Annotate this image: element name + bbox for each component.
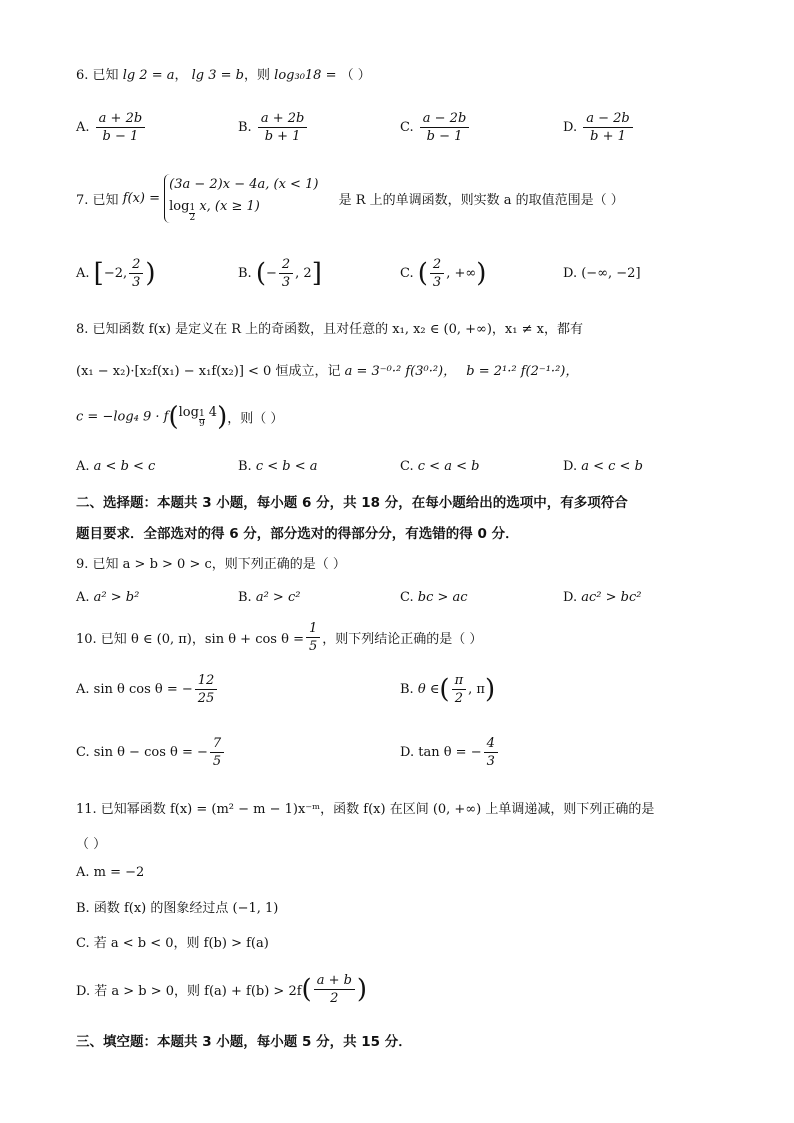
q8-line2a: (x₁ − x₂)·[x₂f(x₁) − x₁f(x₂)] < 0 恒成立，记 <box>76 364 341 379</box>
q7-suffix: 是 R 上的单调函数，则实数 a 的取值范围是（ ） <box>338 193 624 208</box>
q6-cond1: lg 2 = a <box>122 68 175 83</box>
option-letter: A. <box>76 459 90 474</box>
fraction <box>484 735 498 770</box>
q8-log <box>178 405 218 429</box>
q11-option-d-text: D. 若 a > b > 0，则 f(a) + f(b) > 2f <box>76 984 302 999</box>
q6-option-d <box>563 110 635 145</box>
log-base-num: 1 <box>189 203 196 213</box>
numerator: a + 2b <box>258 110 308 128</box>
fraction <box>452 672 467 707</box>
q8-option-d <box>563 459 643 474</box>
paren-open: ( <box>168 402 179 432</box>
q6-option-a <box>76 110 147 145</box>
numerator: 4 <box>484 735 498 753</box>
q10-option-a <box>76 672 219 707</box>
q7-case2 <box>169 196 318 223</box>
fraction <box>210 735 224 770</box>
q7-piecewise <box>164 174 318 223</box>
interval-left: −2, <box>103 266 128 281</box>
q8-option-a <box>76 459 155 474</box>
q6-stem <box>76 64 371 83</box>
numerator: a + 2b <box>96 110 146 128</box>
denominator: b − 1 <box>102 129 139 144</box>
interval-right: , 2 <box>295 266 312 281</box>
q6-blank: （ ） <box>340 68 371 83</box>
numerator: 2 <box>279 256 293 274</box>
denominator: b + 1 <box>590 129 626 144</box>
section2-heading-line1: 二、选择题：本题共 3 小题，每小题 6 分，共 18 分，在每小题给出的选项中，有多项符合 <box>76 495 628 511</box>
q6-option-b <box>238 110 309 145</box>
fraction <box>279 256 293 291</box>
q7-prefix: 7. 已知 <box>76 193 119 208</box>
log-base-num: 1 <box>198 409 205 419</box>
q9-option-d <box>563 590 641 605</box>
fraction <box>96 110 146 145</box>
log-base-den: 2 <box>189 213 196 223</box>
q6-prefix: 6. 已知 <box>76 68 119 83</box>
q7-option-d <box>563 266 641 281</box>
q8-b-def: b = 2¹·² f(2⁻¹·²)， <box>466 364 579 379</box>
option-text: bc > ac <box>417 590 468 605</box>
numerator: a + b <box>314 972 355 990</box>
q10-stem <box>76 620 482 655</box>
q8-blank: ，则（ ） <box>227 411 284 427</box>
q6-then: ，则 <box>244 68 271 83</box>
q10-option-d <box>400 735 500 770</box>
log-arg: 4 <box>204 405 218 420</box>
q7-option-c <box>400 256 486 291</box>
option-text: c < a < b <box>417 459 480 474</box>
denominator: b − 1 <box>426 129 463 144</box>
q8-a-def: a = 3⁻⁰·² f(3⁰·²)， <box>344 364 457 379</box>
option-text: a < c < b <box>581 459 643 474</box>
numerator: 2 <box>430 256 444 274</box>
interval-left: − <box>265 266 277 281</box>
numerator: π <box>452 672 467 690</box>
fraction <box>583 110 633 145</box>
bracket: [ <box>93 258 104 289</box>
section3-heading: 三、填空题：本题共 3 小题，每小题 5 分，共 15 分． <box>76 1034 412 1050</box>
option-letter: A. <box>76 266 90 281</box>
denominator: 25 <box>197 691 215 706</box>
q7-case1: (3a − 2)x − 4a, (x < 1) <box>169 177 319 192</box>
option-letter: B. <box>238 590 252 605</box>
q10-stem-a: 10. 已知 θ ∈ (0, π)，sin θ + cos θ = <box>76 632 304 647</box>
q8-option-c <box>400 459 479 474</box>
log-label: log <box>178 405 199 420</box>
denominator: 3 <box>432 275 442 290</box>
q7-option-b <box>238 256 322 291</box>
q11-stem: 11. 已知幂函数 f(x) = (m² − m − 1)x⁻ᵐ，函数 f(x) 在区间 (0, +∞) 上单调递减，则下列正确的是 <box>76 802 655 817</box>
q11-blank: （ ） <box>76 837 107 852</box>
denominator: 5 <box>212 754 222 769</box>
bracket: ) <box>145 258 156 289</box>
denominator: 3 <box>132 275 141 290</box>
option-text: a² > b² <box>93 590 140 605</box>
option-text: a < b < c <box>93 459 156 474</box>
option-letter: C. <box>400 590 414 605</box>
option-letter: A. <box>76 590 90 605</box>
log-base-den: 9 <box>198 419 205 429</box>
q10-stem-b: ，则下列结论正确的是（ ） <box>322 632 483 647</box>
q7-case2-rest: x, (x ≥ 1) <box>195 199 260 214</box>
q11-option-d: D. 若 a > b > 0，则 f(a) + f(b) > 2f( $\frac{a + b}{2}$ ) <box>76 973 368 1006</box>
q6-sep: ， <box>174 68 188 83</box>
q11-option-a: A. m = −2 <box>76 865 145 880</box>
q7-stem <box>76 174 624 223</box>
option-left: tan θ = − <box>418 745 482 760</box>
option-left: sin θ cos θ = − <box>93 682 193 697</box>
option-text: a² > c² <box>255 590 301 605</box>
q8-line3 <box>76 402 283 432</box>
q9-stem: 9. 已知 a > b > 0 > c，则下列正确的是（ ） <box>76 557 346 572</box>
q7-fx: f(x) = <box>122 191 160 206</box>
bracket: ( <box>417 258 428 289</box>
log-label: log <box>169 199 190 214</box>
q6-option-c <box>400 110 471 145</box>
denominator: b + 1 <box>264 129 301 144</box>
bracket: ( <box>255 258 266 289</box>
q8-line2 <box>76 360 578 379</box>
option-letter: A. <box>76 682 90 697</box>
option-text: (−∞, −2] <box>581 266 641 281</box>
numerator: 7 <box>210 735 224 753</box>
option-left: θ ∈ <box>417 682 440 697</box>
denominator: 3 <box>486 754 495 769</box>
option-letter: D. <box>563 120 578 135</box>
numerator: 12 <box>195 672 218 690</box>
q7-option-a <box>76 256 156 291</box>
q11-option-c: C. 若 a < b < 0，则 f(b) > f(a) <box>76 936 269 951</box>
option-text: c < b < a <box>255 459 318 474</box>
denominator: 3 <box>281 275 291 290</box>
option-letter: C. <box>400 459 414 474</box>
option-letter: B. <box>238 120 252 135</box>
interval-right: , +∞ <box>446 266 477 281</box>
option-letter: D. <box>563 590 578 605</box>
fraction <box>195 672 218 707</box>
q10-option-b: B. θ ∈( $\frac{\pi}{2}$ , π) <box>400 673 496 706</box>
option-letter: D. <box>563 459 578 474</box>
fraction <box>129 256 143 291</box>
numerator: 2 <box>129 256 143 274</box>
option-letter: B. <box>400 682 414 697</box>
fraction <box>306 620 320 655</box>
q8-option-b <box>238 459 318 474</box>
denominator: 5 <box>308 639 318 654</box>
paren-close: ) <box>217 402 228 432</box>
bracket: ) <box>476 258 487 289</box>
numerator: a − 2b <box>420 110 470 128</box>
q9-option-c <box>400 590 468 605</box>
option-letter: C. <box>400 266 414 281</box>
q8-c-def: c = −log₄ 9 · f <box>76 409 169 425</box>
denominator: 2 <box>454 691 463 706</box>
option-letter: D. <box>400 745 415 760</box>
option-left: sin θ − cos θ = − <box>93 745 208 760</box>
option-letter: C. <box>400 120 414 135</box>
numerator: a − 2b <box>583 110 633 128</box>
option-letter: A. <box>76 120 90 135</box>
q10-option-c <box>76 735 226 770</box>
section2-heading-line2: 题目要求．全部选对的得 6 分，部分选对的得部分分，有选错的得 0 分． <box>76 526 519 542</box>
q6-expr: log₃₀18 = <box>274 68 337 83</box>
q6-cond2: lg 3 = b <box>191 68 245 83</box>
q8-line1: 8. 已知函数 f(x) 是定义在 R 上的奇函数，且对任意的 x₁, x₂ ∈ (0, +∞)，x₁ ≠ x，都有 <box>76 322 583 337</box>
bracket: ] <box>311 258 322 289</box>
option-letter: B. <box>238 266 252 281</box>
option-text: ac² > bc² <box>581 590 642 605</box>
option-letter: C. <box>76 745 90 760</box>
option-right: , π <box>468 682 485 697</box>
q9-option-a <box>76 590 139 605</box>
numerator: 1 <box>306 620 320 638</box>
fraction <box>430 256 444 291</box>
option-letter: D. <box>563 266 578 281</box>
fraction <box>420 110 470 145</box>
q9-option-b <box>238 590 300 605</box>
q11-option-b: B. 函数 f(x) 的图象经过点 (−1, 1) <box>76 901 279 916</box>
option-letter: B. <box>238 459 252 474</box>
fraction <box>314 972 355 1007</box>
fraction <box>258 110 308 145</box>
denominator: 2 <box>330 991 339 1006</box>
